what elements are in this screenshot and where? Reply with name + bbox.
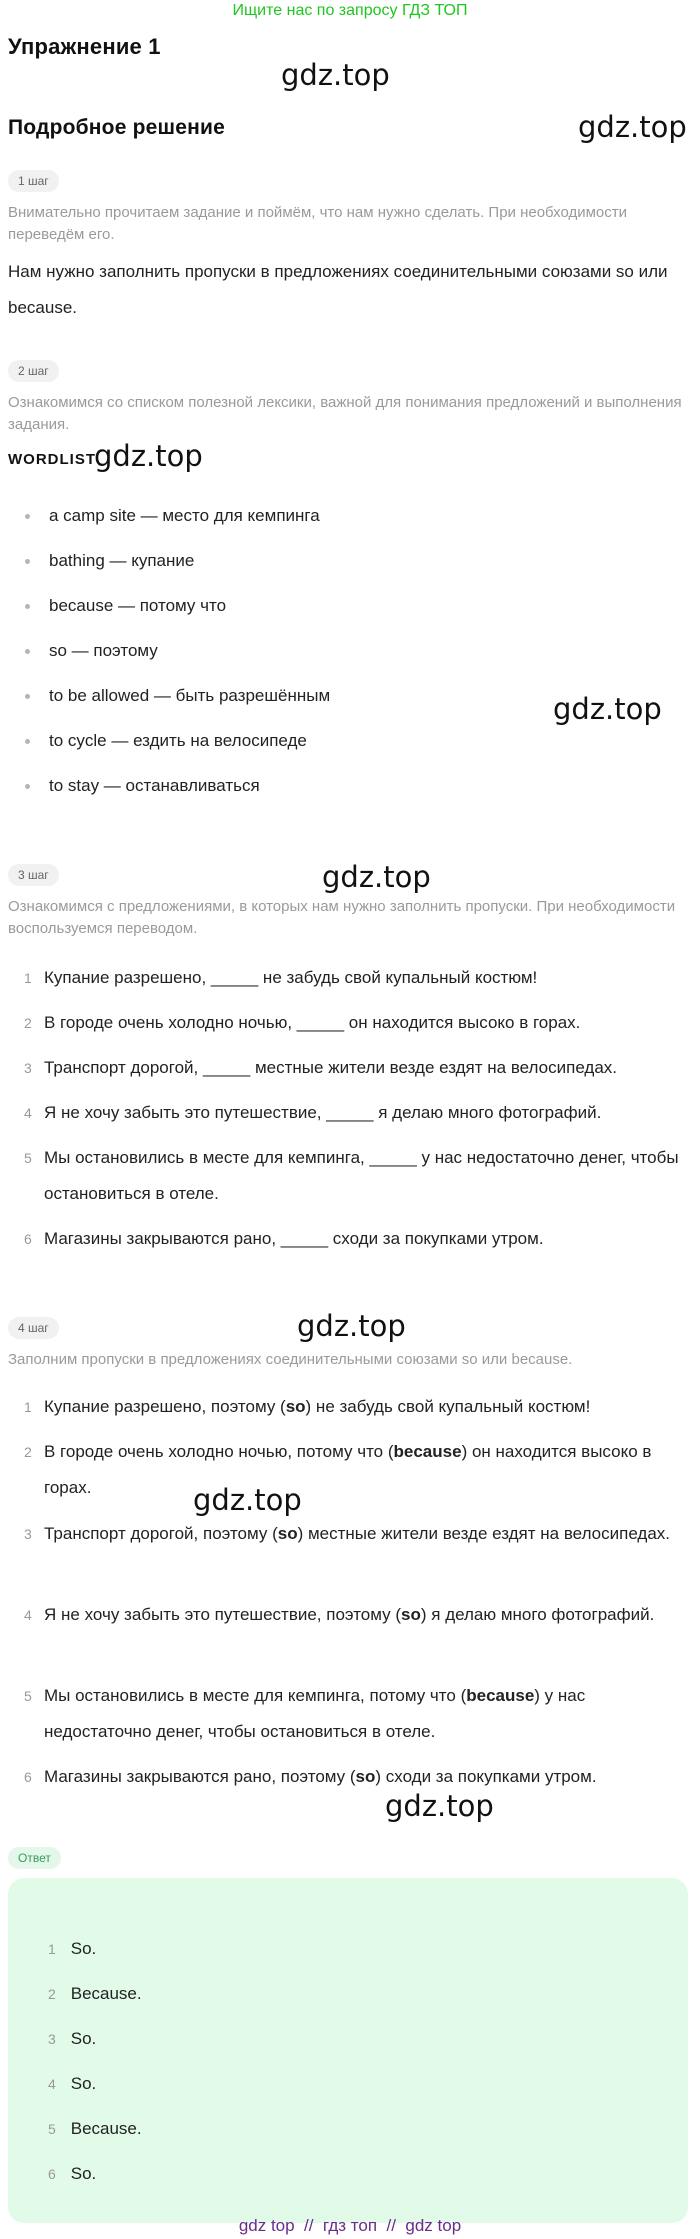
watermark: gdz.top	[385, 1789, 494, 1823]
watermark: gdz.top	[322, 860, 431, 894]
watermark: gdz.top	[553, 692, 662, 726]
answer-item	[48, 2159, 96, 2189]
sentence-text: Мы остановились в месте для кемпинга, потому что (because) у нас недостаточно денег, чтобы остановиться в отеле.	[44, 1686, 586, 1741]
answer-text: So.	[70, 2074, 97, 2093]
footer-links[interactable]: gdz top // гдз топ // gdz top	[238, 2216, 462, 2235]
wordlist-item-text: bathing — купание	[49, 551, 195, 570]
step-1-note: Внимательно прочитаем задание и поймём, что нам нужно сделать. При необходимости переведём его.	[8, 204, 628, 243]
wordlist-item	[25, 681, 330, 711]
sentence-text: Купание разрешено, поэтому (so) не забудь свой купальный костюм!	[44, 1397, 591, 1416]
sentence-text: Транспорт дорогой, _____ местные жители везде ездят на велосипедах.	[44, 1058, 618, 1077]
solution-title: Подробное решение	[8, 116, 225, 139]
sentence-item	[14, 1005, 694, 1041]
sentence-text: Магазины закрываются рано, поэтому (so) сходи за покупками утром.	[44, 1767, 597, 1786]
answer-text: Because.	[70, 1984, 142, 2003]
watermark: gdz.top	[193, 1483, 302, 1517]
wordlist-item	[25, 546, 194, 576]
answer-label: Ответ	[8, 1847, 61, 1869]
answer-item	[48, 1934, 96, 1964]
step-4-note: Заполним пропуски в предложениях соединительными союзами so или because.	[8, 1351, 573, 1368]
sentence-text: Я не хочу забыть это путешествие, поэтому (so) я делаю много фотографий.	[44, 1605, 655, 1624]
bullet-icon	[25, 649, 30, 654]
step-2-note: Ознакомимся со списком полезной лексики, важной для понимания предложений и выполнения задания.	[8, 394, 682, 433]
step-1-label: 1 шаг	[8, 170, 59, 192]
wordlist-title: WORDLIST	[8, 451, 96, 468]
wordlist-item-text: to be allowed — быть разрешённым	[49, 686, 331, 705]
answer-number: 3	[48, 2031, 56, 2047]
sentence-number: 4	[24, 1105, 32, 1121]
conjunction: so	[285, 1397, 306, 1416]
watermark: gdz.top	[578, 110, 687, 144]
step-3-note: Ознакомимся с предложениями, в которых нам нужно заполнить пропуски. При необходимости воспользуемся переводом.	[8, 898, 676, 937]
watermark: gdz.top	[94, 439, 203, 473]
conjunction: so	[401, 1605, 421, 1624]
sentence-number: 1	[24, 970, 32, 986]
sentence-item	[14, 1140, 694, 1212]
sentence-text: Магазины закрываются рано, _____ сходи за покупками утром.	[44, 1229, 544, 1248]
sentence-item	[14, 1221, 694, 1257]
bullet-icon	[25, 739, 30, 744]
answer-text: Because.	[70, 2119, 142, 2138]
sentence-number: 5	[24, 1688, 32, 1704]
answer-number: 4	[48, 2076, 56, 2092]
bullet-icon	[25, 784, 30, 789]
answer-number: 6	[48, 2166, 56, 2182]
sentence-number: 3	[24, 1060, 32, 1076]
conjunction: so	[277, 1524, 298, 1543]
exercise-title: Упражнение 1	[8, 34, 161, 59]
sentence-item	[14, 1095, 694, 1131]
watermark: gdz.top	[297, 1309, 406, 1343]
answer-text: So.	[70, 1939, 97, 1958]
wordlist-item-text: to cycle — ездить на велосипеде	[49, 731, 307, 750]
answer-item	[48, 2114, 142, 2144]
step-3-label: 3 шаг	[8, 864, 59, 886]
sentence-text: Транспорт дорогой, поэтому (so) местные жители везде ездят на велосипедах.	[44, 1524, 671, 1543]
sentence-text: Мы остановились в месте для кемпинга, _____ у нас недостаточно денег, чтобы остановиться в отеле.	[44, 1148, 679, 1203]
sentence-number: 5	[24, 1150, 32, 1166]
watermark: gdz.top	[281, 58, 390, 92]
top-banner[interactable]: Ищите нас по запросу ГДЗ ТОП	[232, 2, 468, 19]
sentence-number: 2	[24, 1444, 32, 1460]
answer-sentence-item	[14, 1434, 694, 1506]
wordlist-item-text: to stay — останавливаться	[49, 776, 260, 795]
conjunction: so	[355, 1767, 376, 1786]
answer-number: 5	[48, 2121, 56, 2137]
answer-item	[48, 2069, 96, 2099]
sentence-number: 3	[24, 1526, 32, 1542]
sentence-text: Купание разрешено, _____ не забудь свой купальный костюм!	[44, 968, 538, 987]
bullet-icon	[25, 604, 30, 609]
answer-item	[48, 1979, 142, 2009]
bullet-icon	[25, 514, 30, 519]
sentence-item	[14, 1050, 694, 1086]
sentence-number: 2	[24, 1015, 32, 1031]
bullet-icon	[25, 694, 30, 699]
answer-sentence-item	[14, 1678, 694, 1750]
answer-sentence-item	[14, 1516, 694, 1552]
sentence-number: 6	[24, 1769, 32, 1785]
answer-text: So.	[70, 2029, 97, 2048]
step-4-label: 4 шаг	[8, 1317, 59, 1339]
wordlist-item	[25, 501, 320, 531]
sentence-text: В городе очень холодно ночью, _____ он находится высоко в горах.	[44, 1013, 581, 1032]
bullet-icon	[25, 559, 30, 564]
wordlist-item	[25, 591, 226, 621]
answer-item	[48, 2024, 96, 2054]
answer-sentence-item	[14, 1389, 694, 1425]
conjunction: because	[466, 1686, 535, 1705]
wordlist-item-text: because — потому что	[49, 596, 227, 615]
wordlist-item-text: a camp site — место для кемпинга	[49, 506, 320, 525]
answer-number: 1	[48, 1941, 56, 1957]
sentence-number: 6	[24, 1231, 32, 1247]
step-1-text: Нам нужно заполнить пропуски в предложениях соединительными союзами so или because.	[8, 262, 668, 317]
sentence-item	[14, 960, 694, 996]
wordlist-item	[25, 771, 260, 801]
answer-sentence-item	[14, 1597, 694, 1633]
answer-number: 2	[48, 1986, 56, 2002]
wordlist-item	[25, 636, 158, 666]
wordlist-item	[25, 726, 307, 756]
answer-text: So.	[70, 2164, 97, 2183]
conjunction: because	[393, 1442, 462, 1461]
step-2-label: 2 шаг	[8, 360, 59, 382]
sentence-text: В городе очень холодно ночью, потому что (because) он находится высоко в горах.	[44, 1442, 652, 1497]
answer-box	[8, 1878, 688, 2223]
sentence-number: 4	[24, 1607, 32, 1623]
wordlist-item-text: so — поэтому	[49, 641, 158, 660]
sentence-text: Я не хочу забыть это путешествие, _____ я делаю много фотографий.	[44, 1103, 602, 1122]
answer-sentence-item	[14, 1759, 694, 1795]
sentence-number: 1	[24, 1399, 32, 1415]
